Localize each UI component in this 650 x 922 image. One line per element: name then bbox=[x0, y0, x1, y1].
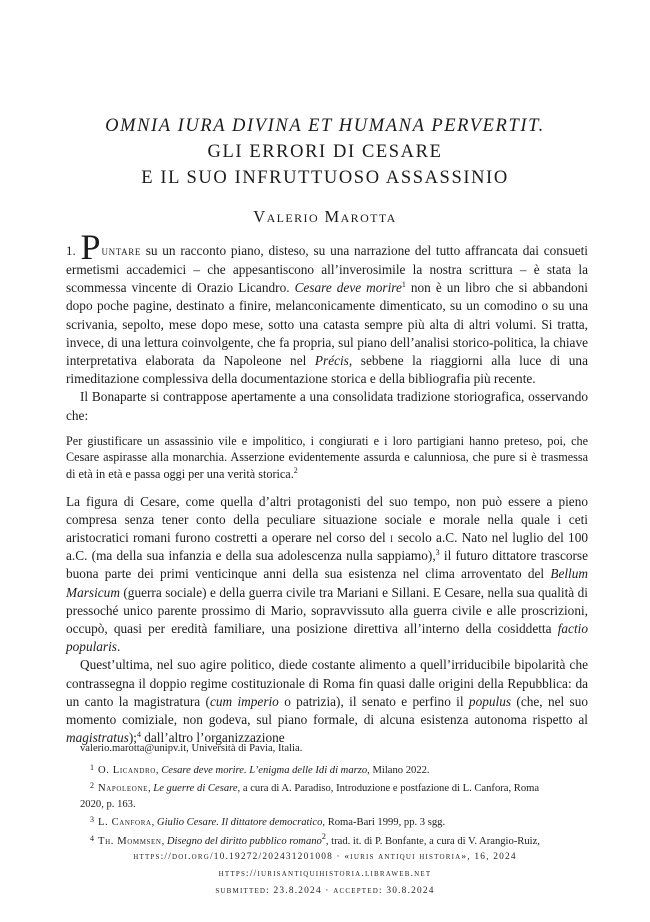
footnote-2-title: Le guerre di Cesare bbox=[153, 783, 238, 794]
paragraph-4-magistratus: magistratus bbox=[66, 730, 129, 746]
footnote-2-sep: , bbox=[148, 783, 154, 794]
paragraph-3-bellum-marsicum: Bellum Marsicum bbox=[66, 566, 588, 600]
footer-dates: submitted: 23.8.2024 · accepted: 30.8.2024 bbox=[215, 886, 435, 896]
footnote-2-continuation: 2020, p. 163. bbox=[80, 798, 136, 810]
footnote-4-number: 4 bbox=[90, 833, 94, 843]
footnote-4-author: Th. Mommsen bbox=[98, 835, 162, 847]
paragraph-1-text-c: , sebbene la riaggiorni alla luce di una rimeditazione complessiva della documentazione storica e della bibliografia più recente. bbox=[66, 353, 588, 387]
paragraph-3 bbox=[66, 493, 588, 657]
century-numeral: i bbox=[389, 530, 394, 546]
footnote-ref-2[interactable]: 2 bbox=[293, 466, 298, 476]
footnote-2-rest: , a cura di A. Paradiso, Introduzione e postfazione di L. Canfora, Roma bbox=[237, 783, 540, 794]
paragraph-3-text-a: La figura di Cesare, come quella d’altri protagonisti del suo tempo, non può essere a pieno compresa senza tener conto della peculiare situazione sociale e morale nella quale i ceti aristocratici romani furono costretti a operare nel corso del bbox=[66, 493, 588, 546]
paragraph-4-text-c: (che, nel suo momento comiziale, non godeva, sul piano formale, di alcuna esistenza autonoma rispetto al bbox=[66, 693, 589, 728]
article-title-line-2: GLI ERRORI DI CESARE bbox=[207, 142, 443, 162]
paragraph-3-text-b: secolo a.C. Nato nel luglio del 100 a.C. (ma della sua infanzia e della sua adolescenza nulla sappiamo), bbox=[66, 530, 588, 564]
footnote-1 bbox=[80, 760, 592, 779]
paragraph-2: Il Bonaparte si contrappose apertamente a una consolidata tradizione storiografica, osservando che: bbox=[66, 389, 588, 423]
paragraph-3-text-e: . bbox=[116, 639, 121, 655]
paragraph-4-populus: populus bbox=[468, 693, 512, 709]
article-title-line-3: E IL SUO INFRUTTUOSO ASSASSINIO bbox=[141, 168, 509, 188]
block-quote-text: Per giustificare un assassinio vile e impolitico, i congiurati e i loro partigiani hanno preteso, poi, che Cesare aspirasse alla monarchia. Asserzione evidentemente assurda e calunniosa, che pure si è trasmessa di età in età e passa oggi per una verità storica. bbox=[66, 433, 588, 482]
paragraph-4-cum-imperio: cum imperio bbox=[209, 693, 279, 709]
paragraph-4 bbox=[66, 656, 588, 747]
footnote-4 bbox=[80, 831, 592, 850]
block-quote bbox=[66, 433, 588, 483]
footnote-4-sep: , bbox=[161, 835, 167, 847]
drop-cap: P bbox=[80, 227, 101, 267]
footnote-3-title: Giulio Cesare. Il dittatore democratico bbox=[156, 817, 323, 828]
paragraph-4-text-b: o patrizia), il senato e perfino il bbox=[278, 693, 469, 709]
footnote-4-rest: , trad. it. di P. Bonfante, a cura di V. Arangio-Ruiz, bbox=[325, 835, 540, 847]
footnote-ref-1[interactable]: 1 bbox=[401, 280, 406, 290]
footnote-3-author: L. Canfora bbox=[98, 817, 152, 828]
page-footer bbox=[0, 849, 650, 900]
author-email[interactable]: valerio.marotta@unipv.it, Università di Pavia, Italia. bbox=[80, 743, 303, 754]
footnote-4-title: Disegno del diritto pubblico romano bbox=[166, 835, 322, 847]
paragraph-1-text-a: su un racconto piano, disteso, su una narrazione del tutto affrancata dai consueti ermetismi accademici – che appesantiscono all’inverosimile la nostra scrittura – è stata la scommessa vincente di Orazio Licandro. bbox=[66, 243, 589, 296]
paragraph-1-precis: Précis bbox=[314, 353, 349, 369]
footnote-2-author: Napoleone bbox=[98, 783, 148, 794]
footnote-3 bbox=[80, 812, 592, 831]
paragraph-4-text-d: ); bbox=[128, 730, 137, 746]
paragraph-1-text-b: non è un libro che si abbandoni dopo poche pagine, destinato a finire, melanconicamente dimenticato, su un comodino o su una scrivania, sepolto, mese dopo mese, sotto una catasta sempre più alta di altri volumi. Si tratta, invece, di una lettura coinvolgente, che fa propria, sul piano dell’analisi storico-politica, la chiave interpretativa elaborata da Napoleone nel bbox=[66, 280, 588, 369]
article-body bbox=[66, 227, 589, 747]
footnote-3-sep: , bbox=[151, 817, 157, 828]
footnote-ref-3[interactable]: 3 bbox=[435, 548, 440, 558]
paragraph-1-book-title: Cesare deve morire bbox=[294, 280, 402, 296]
paragraph-4-text-a: Quest’ultima, nel suo agire politico, diede costante alimento a quell’irriducibile bipolarità che contrassegna il doppio regime costituzionale di Roma fin quasi dalle origini della Repubblica: da un canto la magistratura ( bbox=[66, 657, 588, 709]
footnote-3-rest: , Roma-Bari 1999, pp. 3 sgg. bbox=[322, 817, 446, 828]
footnote-2 bbox=[80, 778, 592, 797]
footnote-1-number: 1 bbox=[90, 762, 94, 772]
paragraph-3-text-d: (guerra sociale) e della guerra civile tra Mariani e Sillani. E Cesare, nella sua qualità di pressoché unico parente prossimo di Mario, sopravvissuto alla guerra civile e alle proscrizioni, occupò, quasi per eredità familiare, una posizione direttiva all’interno della cosiddetta bbox=[66, 584, 588, 637]
section-number: 1. bbox=[66, 243, 76, 258]
footnote-1-sep: , bbox=[155, 764, 162, 776]
footer-website[interactable]: https://iurisantiquihistoria.libraweb.net bbox=[218, 869, 432, 879]
footnote-3-number: 3 bbox=[90, 815, 94, 824]
footnotes bbox=[80, 741, 592, 849]
paragraph-4-text-e: dall’altro l’organizzazione bbox=[140, 730, 285, 746]
paragraph-1-smallcaps: untare bbox=[101, 243, 141, 258]
article-header bbox=[0, 113, 650, 227]
footnote-4-edition: 2 bbox=[321, 831, 326, 841]
footnote-ref-4[interactable]: 4 bbox=[136, 730, 141, 740]
paragraph-1 bbox=[66, 227, 589, 388]
footnote-1-rest: , Milano 2022. bbox=[367, 764, 430, 776]
footnote-1-author: O. Licandro bbox=[98, 764, 156, 776]
footer-doi-line[interactable]: https://doi.org/10.19272/202431201008 · «iuris antiqui historia», 16, 2024 bbox=[133, 852, 517, 862]
paragraph-3-factio-popularis: factio popularis bbox=[66, 621, 588, 655]
article-title-line-1: OMNIA IURA DIVINA ET HUMANA PERVERTIT. bbox=[105, 116, 545, 136]
paragraph-3-text-c: il futuro dittatore trascorse buona parte dei primi venticinque anni della sua esistenza nel clima arroventato del bbox=[66, 548, 588, 582]
footnote-2-number: 2 bbox=[90, 781, 94, 790]
footnote-1-title: Cesare deve morire. L’enigma delle Idi di marzo bbox=[161, 764, 368, 776]
author-name: Valerio Marotta bbox=[253, 207, 397, 226]
